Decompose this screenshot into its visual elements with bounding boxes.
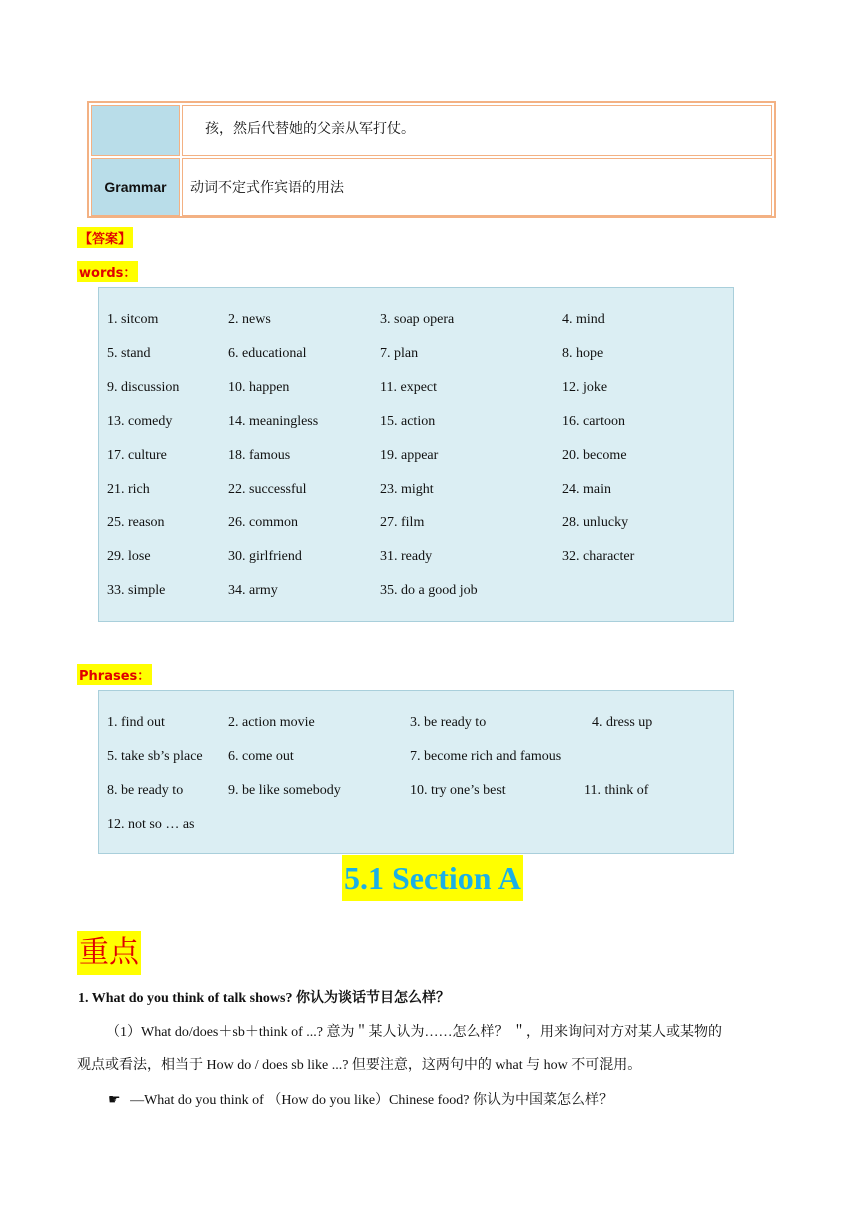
- word-item: 17. culture: [107, 447, 167, 463]
- word-item: 2. news: [228, 312, 271, 327]
- word-item: 14. meaningless: [228, 413, 319, 429]
- words-label: words：: [77, 261, 138, 282]
- phrases-label: Phrases：: [77, 664, 152, 685]
- phrase-item: 2. action movie: [228, 715, 315, 730]
- word-item: 29. lose: [107, 549, 151, 565]
- phrase-item: 4. dress up: [592, 715, 653, 730]
- table-row-content: 动词不定式作宾语的用法: [182, 158, 772, 216]
- word-item: 33. simple: [107, 583, 166, 599]
- word-item: 24. main: [562, 481, 611, 497]
- word-item: 11. expect: [380, 379, 438, 395]
- word-item: 5. stand: [107, 345, 151, 361]
- example-line: —What do you think of （How do you like）Chinese food? 你认为中国菜怎么样？: [130, 1093, 614, 1108]
- point1-paragraph-line2: 观点或看法，相当于 How do / does sb like ...? 但要注意，这两句中的 what 与 how 不可混用。: [77, 1058, 642, 1073]
- pointing-hand-icon: ☛: [108, 1093, 121, 1108]
- word-item: 28. unlucky: [562, 515, 629, 531]
- word-item: 1. sitcom: [107, 312, 159, 327]
- table-row-label: [91, 105, 180, 156]
- phrase-item: 3. be ready to: [410, 715, 487, 730]
- word-item: 8. hope: [562, 345, 604, 361]
- table-row-label: Grammar: [91, 158, 180, 216]
- word-item: 4. mind: [562, 312, 605, 327]
- phrase-item: 11. think of: [584, 782, 649, 798]
- word-item: 10. happen: [228, 379, 290, 395]
- word-item: 9. discussion: [107, 379, 180, 395]
- word-item: 34. army: [228, 583, 278, 599]
- summary-table: [87, 101, 776, 218]
- phrase-item: 1. find out: [107, 715, 165, 730]
- section-title: 5.1 Section A: [342, 855, 523, 901]
- point1-paragraph-line1: （1）What do/does＋sb＋think of ...? 意为＂某人认为……怎么样？ ＂，用来询问对方对某人或某物的: [106, 1025, 722, 1040]
- table-row-content: 孩，然后代替她的父亲从军打仗。: [182, 105, 772, 156]
- word-item: 25. reason: [107, 515, 165, 531]
- phrase-item: 9. be like somebody: [228, 782, 341, 798]
- phrase-item: 10. try one’s best: [410, 782, 506, 798]
- words-box: [98, 287, 734, 622]
- word-item: 26. common: [228, 515, 298, 531]
- answer-label: 【答案】: [77, 227, 133, 248]
- word-item: 30. girlfriend: [228, 549, 302, 565]
- word-item: 23. might: [380, 481, 434, 497]
- word-item: 12. joke: [562, 379, 608, 395]
- word-item: 15. action: [380, 413, 436, 429]
- word-item: 6. educational: [228, 345, 307, 361]
- word-item: 35. do a good job: [380, 583, 478, 599]
- word-item: 7. plan: [380, 345, 419, 361]
- word-item: 21. rich: [107, 481, 150, 497]
- phrase-item: 7. become rich and famous: [410, 748, 562, 764]
- point1-heading: 1. What do you think of talk shows? 你认为谈话节目怎么样？: [78, 991, 450, 1006]
- phrase-item: 5. take sb’s place: [107, 748, 203, 764]
- phrase-item: 6. come out: [228, 748, 294, 764]
- word-item: 13. comedy: [107, 413, 173, 429]
- word-item: 18. famous: [228, 447, 291, 463]
- word-item: 19. appear: [380, 447, 439, 463]
- key-points-label: 重点: [77, 931, 141, 975]
- word-item: 22. successful: [228, 481, 307, 497]
- phrases-box: [98, 690, 734, 854]
- word-item: 20. become: [562, 447, 627, 463]
- word-item: 27. film: [380, 515, 425, 531]
- phrase-item: 8. be ready to: [107, 782, 184, 798]
- table-row: [89, 103, 774, 158]
- example-line-container: [108, 1089, 613, 1109]
- table-row: [89, 158, 774, 218]
- word-item: 31. ready: [380, 549, 433, 565]
- word-item: 32. character: [562, 549, 635, 565]
- word-item: 3. soap opera: [380, 312, 455, 327]
- word-item: 16. cartoon: [562, 413, 625, 429]
- phrase-item: 12. not so … as: [107, 816, 195, 832]
